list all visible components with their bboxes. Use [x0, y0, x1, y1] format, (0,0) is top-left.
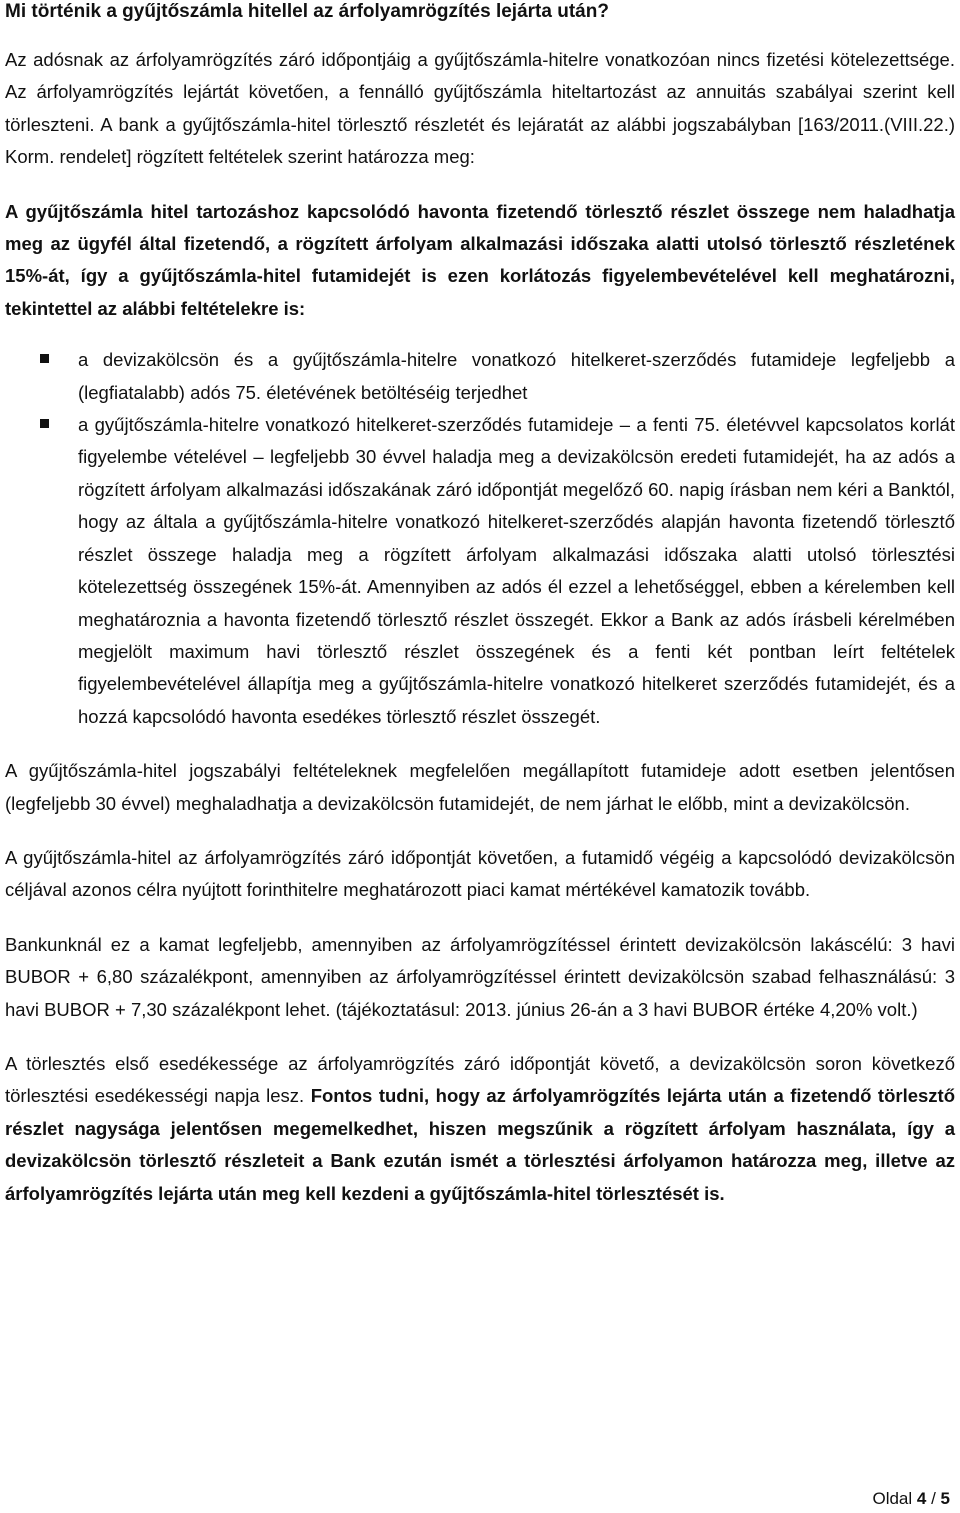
page-separator: / [926, 1489, 941, 1508]
page-number [872, 1489, 950, 1509]
page-title: Mi történik a gyűjtőszámla hitellel az árfolyamrögzítés lejárta után? [5, 1, 609, 22]
important-notice: Fontos tudni, hogy az árfolyamrögzítés lejárta után a fizetendő törlesztő részlet nagysága jelentősen megemelkedhet, hiszen megszűnik a rögzített árfolyam használata, így a devizakölcsön törlesztő részleteit a Bank ezután ismét a törlesztési árfolyamon határozza meg, illetve az árfolyamrögzítés lejárta után meg kell kezdeni a gyűjtőszámla-hitel törlesztését is. [5, 1085, 955, 1204]
intro-paragraph: Az adósnak az árfolyamrögzítés záró időpontjáig a gyűjtőszámla-hitelre vonatkozóan nincs fizetési kötelezettsége. Az árfolyamrögzítés lejártát követően, a fennálló gyűjtőszámla hiteltartozást az annuitás szabályai szerint kell törleszteni. A bank a gyűjtőszámla-hitel törlesztő részletét és lejáratát az alábbi jogszabályban [163/2011.(VIII.22.) Korm. rendelet] rögzített feltételek szerint határozza meg: [5, 49, 955, 168]
document-page [5, 0, 955, 1210]
term-paragraph: A gyűjtőszámla-hitel jogszabályi feltételeknek megfelelően megállapított futamideje adott esetben jelentősen (legfeljebb 30 évvel) meghaladhatja a devizakölcsön futamidejét, de nem járhat le előbb, mint a devizakölcsön. [5, 760, 955, 814]
bubor-paragraph: Bankunknál ez a kamat legfeljebb, amennyiben az árfolyamrögzítéssel érintett devizakölcsön lakáscélú: 3 havi BUBOR + 6,80 százalékpont, amennyiben az árfolyamrögzítéssel érintett devizakölcsön szabad felhasználású: 3 havi BUBOR + 7,30 százalékpont lehet. (tájékoztatásul: 2013. június 26-án a 3 havi BUBOR értéke 4,20% volt.) [5, 933, 955, 1020]
list-item [5, 344, 955, 409]
list-item [5, 409, 955, 733]
total-pages: 5 [940, 1489, 950, 1508]
square-bullet-icon [40, 419, 49, 428]
interest-paragraph: A gyűjtőszámla-hitel az árfolyamrögzítés záró időpontját követően, a futamidő végéig a kapcsolódó devizakölcsön céljával azonos célra nyújtott forinthitelre meghatározott piaci kamat mértékével kamatozik tovább. [5, 846, 955, 901]
current-page: 4 [916, 1489, 927, 1508]
repayment-paragraph [5, 1048, 955, 1210]
bold-paragraph: A gyűjtőszámla hitel tartozáshoz kapcsolódó havonta fizetendő törlesztő részlet összege nem haladhatja meg az ügyfél által fizetendő, a rögzített árfolyam alkalmazási időszaka alatti utolsó törlesztő részletének 15%-át, így a gyűjtőszámla-hitel futamidejét is ezen korlátozás figyelembevételével kell meghatározni, tekintettel az alábbi feltételekre is: [5, 200, 955, 319]
square-bullet-icon [40, 354, 49, 363]
condition-list [5, 344, 955, 733]
repayment-text: A törlesztés első esedékessége az árfolyamrögzítés záró időpontját követő, a devizakölcsön soron következő törlesztési esedékességi napja lesz. [5, 1052, 955, 1107]
list-item-text: a devizakölcsön és a gyűjtőszámla-hitelre vonatkozó hitelkeret-szerződés futamideje legfeljebb a (legfiatalabb) adós 75. életévének betöltéséig terjedhet [78, 349, 955, 403]
page-label: Oldal [872, 1489, 917, 1508]
list-item-text: a gyűjtőszámla-hitelre vonatkozó hitelkeret-szerződés futamideje – a fenti 75. életévvel kapcsolatos korlát figyelembe vételével – legfeljebb 30 évvel haladja meg a devizakölcsön eredeti futamidejét, ha az adós a rögzített árfolyam alkalmazási időszakának záró időpontját megelőző 60. napig írásban nem kéri a Banktól, hogy az általa a gyűjtőszámla-hitelre vonatkozó hitelkeret-szerződés alapján havonta fizetendő törlesztő részlet összege haladja meg a rögzített árfolyam alkalmazási időszaka alatti utolsó törlesztési kötelezettség összegének 15%-át. Amennyiben az adós él ezzel a lehetőséggel, ebben a kérelemben kell meghatároznia a havonta fizetendő törlesztő részlet összegét. Ekkor a Bank az adós írásbeli kérelmében megjelölt maximum havi törlesztő részlet összegének és a fenti két pontban leírt feltételek figyelembevételével állapítja meg a gyűjtőszámla-hitelre vonatkozó hitelkeret szerződés futamidejét, és a hozzá kapcsolódó havonta esedékes törlesztő részlet összegét. [78, 414, 955, 727]
